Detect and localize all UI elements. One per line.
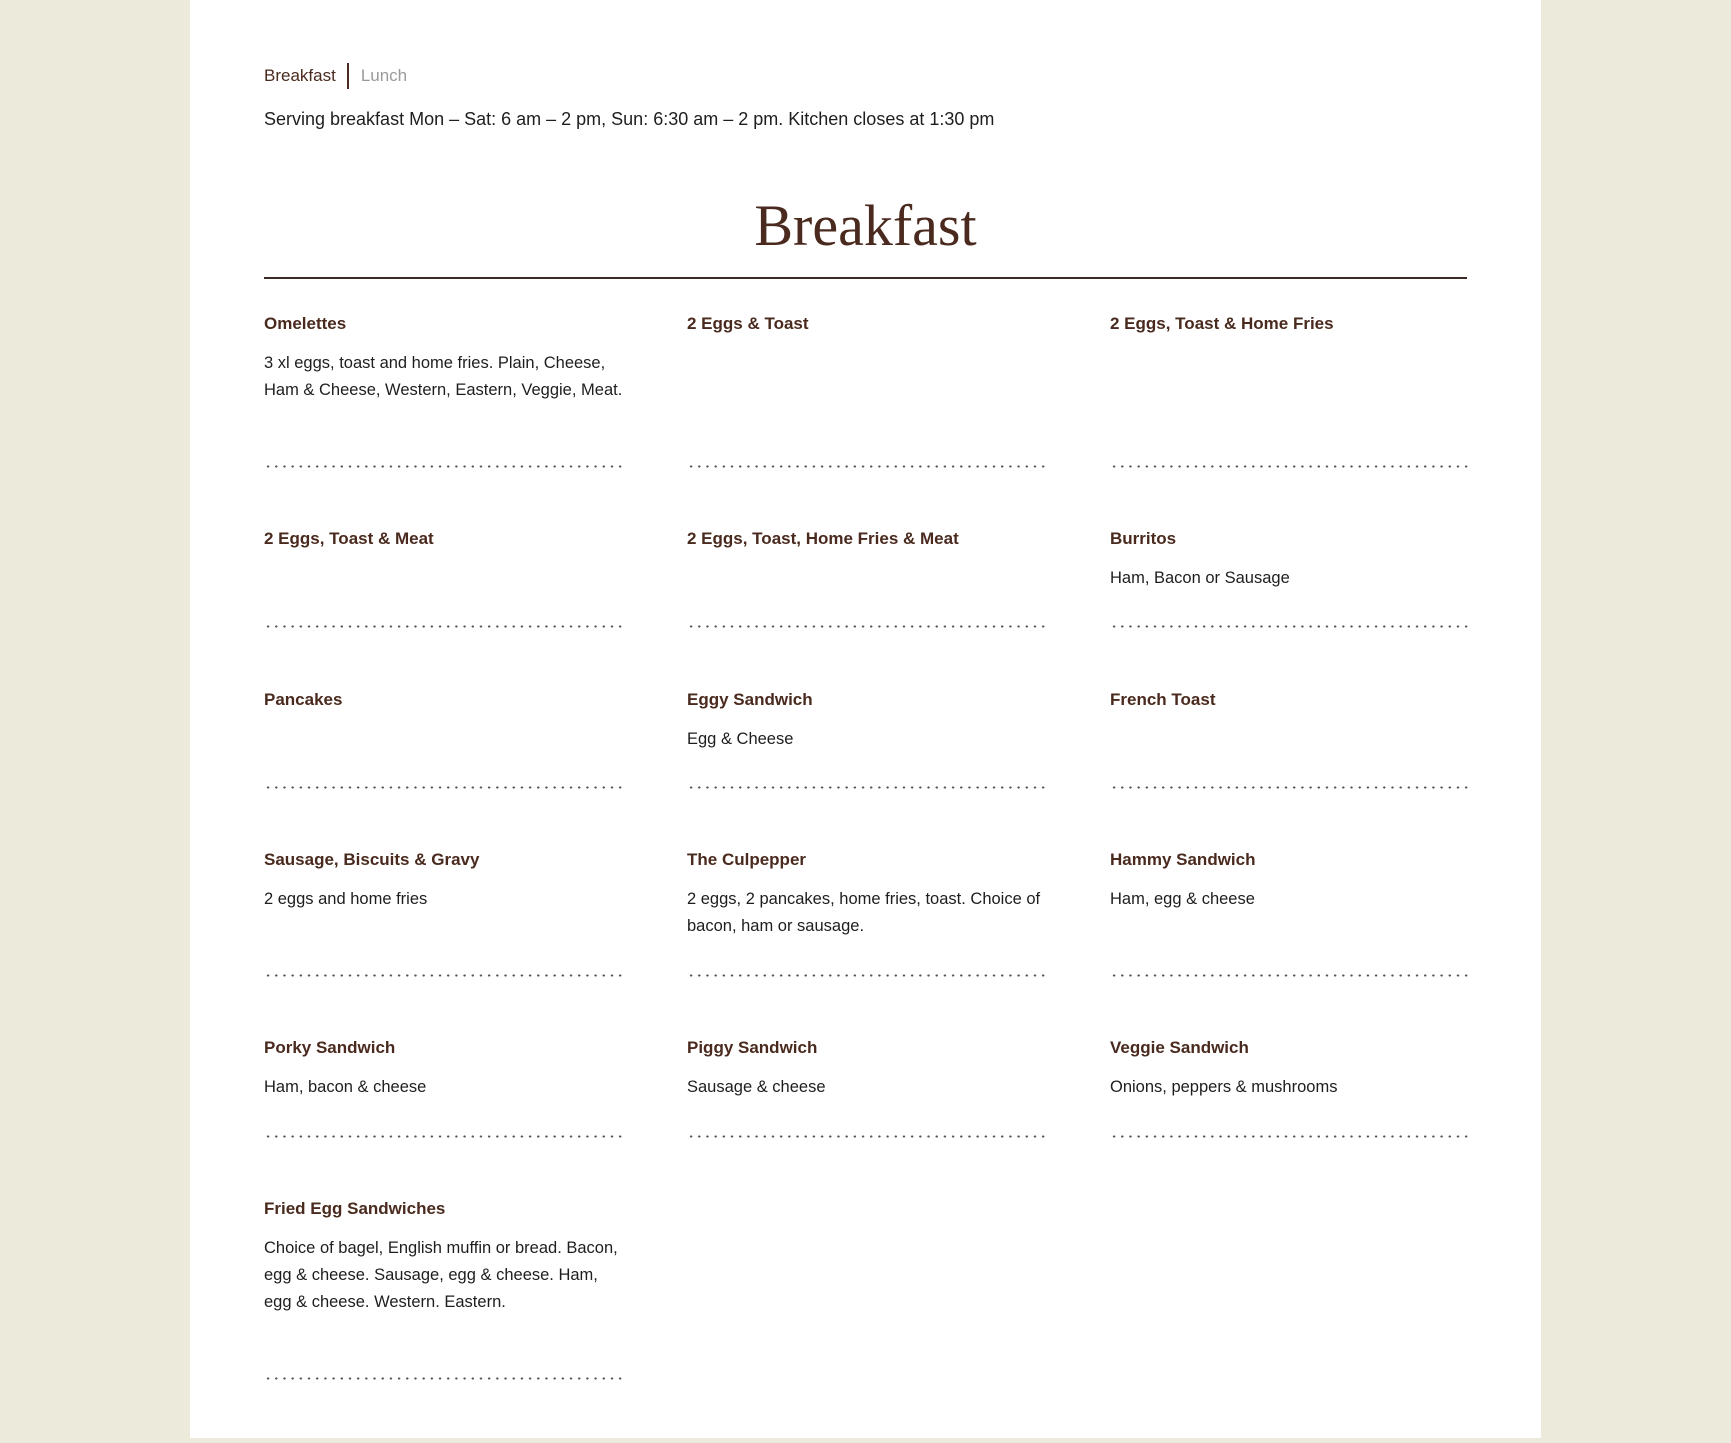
menu-item: [1110, 689, 1470, 711]
menu-item-name: Eggy Sandwich: [687, 690, 813, 709]
dot-leader: [264, 974, 624, 977]
menu-item-name: Burritos: [1110, 529, 1177, 548]
menu-item-name: Pancakes: [264, 690, 343, 709]
menu-item-name: Porky Sandwich: [264, 1038, 396, 1057]
menu-item-description: Egg & Cheese: [687, 730, 794, 748]
section-title: Breakfast: [754, 193, 977, 258]
menu-item: [687, 689, 1047, 753]
menu-item: [1110, 313, 1470, 335]
menu-item-description: Choice of bagel, English muffin or bread. Bacon, egg & cheese. Sausage, egg & cheese. Ham, egg & cheese. Western. Eastern.: [264, 1239, 618, 1311]
menu-item-name: Fried Egg Sandwiches: [264, 1199, 446, 1218]
menu-item: [687, 1037, 1047, 1101]
section-divider: [264, 277, 1467, 279]
dot-leader: [687, 1135, 1047, 1138]
serving-hours: Serving breakfast Mon – Sat: 6 am – 2 pm, Sun: 6:30 am – 2 pm. Kitchen closes at 1:30 pm: [264, 109, 995, 129]
tab-breakfast[interactable]: Breakfast: [264, 66, 336, 85]
dot-leader: [1110, 786, 1470, 789]
menu-item-name: Omelettes: [264, 314, 347, 333]
menu-item-description: Sausage & cheese: [687, 1078, 826, 1096]
tab-divider: [347, 63, 349, 89]
menu-item-description: 2 eggs and home fries: [264, 890, 428, 908]
dot-leader: [1110, 974, 1470, 977]
menu-item: [264, 528, 624, 550]
dot-leader: [1110, 625, 1470, 628]
dot-leader: [264, 1135, 624, 1138]
menu-item-name: 2 Eggs, Toast, Home Fries & Meat: [687, 529, 959, 548]
menu-item-description: Onions, peppers & mushrooms: [1110, 1078, 1338, 1096]
menu-item-description: Ham, bacon & cheese: [264, 1078, 427, 1096]
dot-leader: [687, 974, 1047, 977]
menu-item: [264, 1037, 624, 1101]
menu-item-name: French Toast: [1110, 690, 1216, 709]
dot-leader: [264, 1377, 624, 1380]
menu-item: [264, 689, 624, 711]
menu-item-name: 2 Eggs, Toast & Home Fries: [1110, 314, 1334, 333]
menu-item-description: Ham, Bacon or Sausage: [1110, 569, 1290, 587]
menu-item: [687, 849, 1047, 940]
menu-item: [264, 1198, 624, 1316]
menu-item-name: The Culpepper: [687, 850, 807, 869]
menu-item-description: Ham, egg & cheese: [1110, 890, 1255, 908]
dot-leader: [687, 786, 1047, 789]
dot-leader: [687, 625, 1047, 628]
menu-item: [1110, 528, 1470, 592]
menu-item-name: 2 Eggs, Toast & Meat: [264, 529, 434, 548]
menu-item-name: Sausage, Biscuits & Gravy: [264, 850, 480, 869]
menu-item-name: 2 Eggs & Toast: [687, 314, 809, 333]
menu-item: [687, 313, 1047, 335]
tab-lunch[interactable]: Lunch: [360, 66, 408, 85]
dot-leader: [687, 465, 1047, 468]
menu-page: [190, 0, 1541, 1438]
dot-leader: [264, 465, 624, 468]
menu-item-name: Piggy Sandwich: [687, 1038, 818, 1057]
menu-item-name: Hammy Sandwich: [1110, 850, 1256, 869]
menu-item: [264, 313, 624, 404]
menu-item: [264, 849, 624, 913]
menu-item: [1110, 849, 1470, 913]
menu-tabs: [264, 62, 407, 90]
dot-leader: [1110, 1135, 1470, 1138]
dot-leader: [264, 625, 624, 628]
dot-leader: [1110, 465, 1470, 468]
dot-leader: [264, 786, 624, 789]
menu-item-description: 2 eggs, 2 pancakes, home fries, toast. Choice of bacon, ham or sausage.: [687, 890, 1041, 935]
menu-item: [1110, 1037, 1470, 1101]
menu-item-description: 3 xl eggs, toast and home fries. Plain, Cheese, Ham & Cheese, Western, Eastern, Veggie, Meat.: [264, 354, 623, 399]
menu-item: [687, 528, 1047, 550]
menu-item-name: Veggie Sandwich: [1110, 1038, 1249, 1057]
